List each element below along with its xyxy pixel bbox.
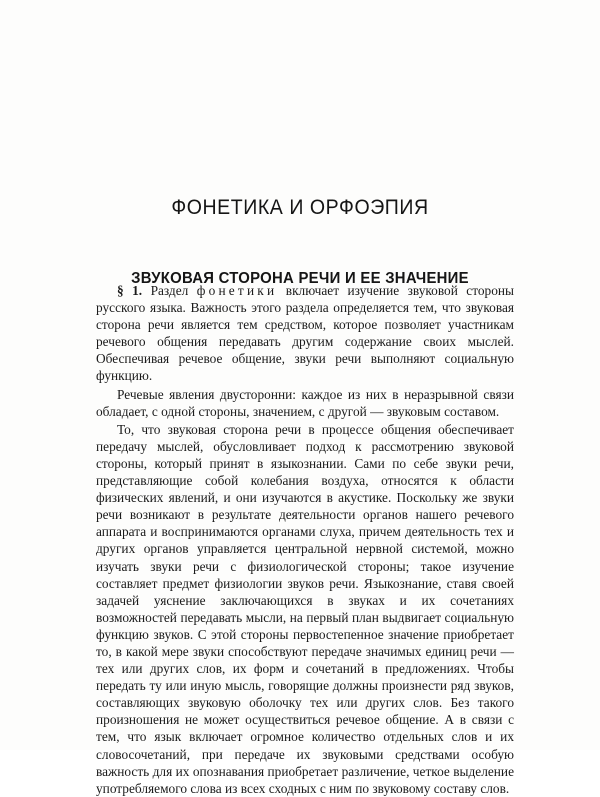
paragraph-1 [96,282,514,385]
paragraph-2: Речевые явления двусторонни: каждое из них в неразрывной связи обладает, с одной стороны, значением, с другой — звуковым составом. [96,386,514,419]
section-number: § 1. [117,283,143,298]
paragraph-1-text: включает изучение звуковой стороны русского языка. Важность этого раздела определяется тем, что звуковая сторона речи является тем средством, которое позволяет участникам речевого общения передавать другим содержание своих мыслей. Обеспечивая речевое общение, звуки речи выполняют социальную функцию. [96,283,515,384]
paragraph-3: То, что звуковая сторона речи в процессе общения обеспечивает передачу мыслей, обусловливает подход к рассмотрению звуковой стороны, который принят в языкознании. Сами по себе звуки речи, представляющие собой колебания воздуха, относятся к области физических явлений, и они изучаются в акустике. Поскольку же звуки речи возникают в результате деятельности органов нашего речевого аппарата и воспринимаются органами слуха, причем деятельность тех и других органов управляется центральной нервной системой, можно изучать звуки речи с физиологической стороны; такое изучение составляет предмет физиологии звуков речи. Языкознание, ставя своей задачей уяснение заключающихся в звуках и их сочетаниях возможностей передавать мысли, на первый план выдвигает социальную функцию звуков. С этой стороны первостепенное значение приобретает то, в какой мере звуки способствуют передаче значимых единиц речи — тех или других слов, их форм и сочетаний в предложениях. Чтобы передать ту или иную мысль, говорящие должны произнести ряд звуков, составляющих звуковую оболочку тех или других слов. Без такого произношения не может осуществиться речевое общение. А в связи с тем, что язык включает огромное количество отдельных слов и их словосочетаний, при передаче их звуковыми средствами особую важность для их опознавания приобретает различение, четкое выделение употребляемого слова из всех сходных с ним по звуковому составу слов. [96,421,514,796]
chapter-title: ФОНЕТИКА И ОРФОЭПИЯ [171,196,429,220]
spaced-term: фонетики [196,283,278,298]
section-title: ЗВУКОВАЯ СТОРОНА РЕЧИ И ЕЕ ЗНАЧЕНИЕ [131,270,469,288]
paragraph-1-lead: Раздел [142,283,197,298]
body-text [96,282,514,797]
